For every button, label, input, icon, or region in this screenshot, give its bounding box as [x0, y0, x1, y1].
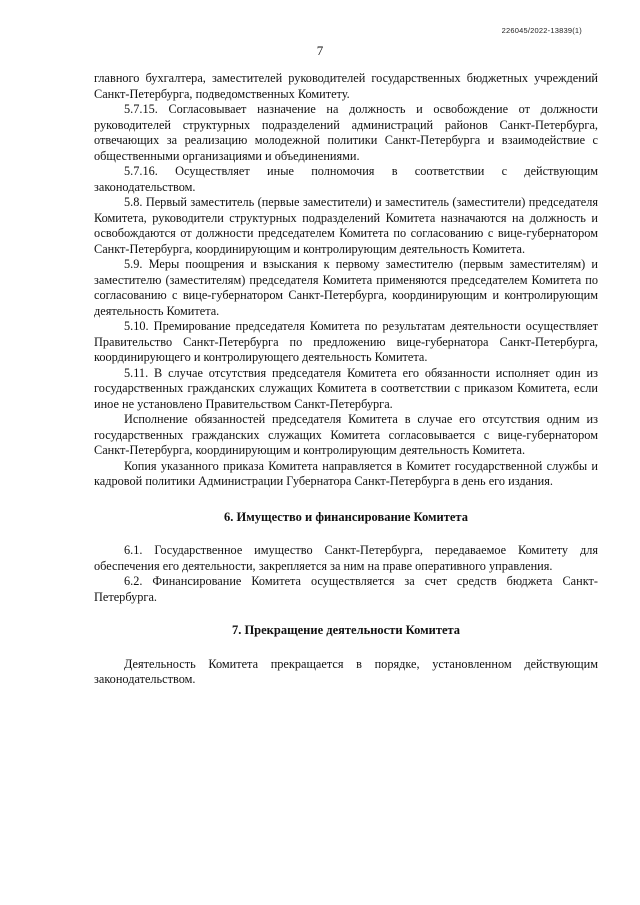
- paragraph-5-10: 5.10. Премирование председателя Комитета по результатам деятельности осуществляет Правительство Санкт-Петербурга по предложению вице-губернатора Санкт-Петербурга, координирующего и контролирующего деятельность Комитета.: [94, 319, 598, 364]
- paragraph-5-7-15: 5.7.15. Согласовывает назначение на должность и освобождение от должности руководителей структурных подразделений администраций районов Санкт-Петербурга, отвечающих за реализацию молодежной политики Санкт-Петербурга и взаимодействие с общественными организациями и объединениями.: [94, 102, 598, 163]
- paragraph-copy: Копия указанного приказа Комитета направляется в Комитет государственной службы и кадровой политики Администрации Губернатора Санкт-Петербурга в день его издания.: [94, 458, 598, 488]
- document-id: 226045/2022-13839(1): [501, 26, 582, 35]
- paragraph-duties: Исполнение обязанностей председателя Комитета в случае его отсутствия одним из государственных гражданских служащих Комитета согласовывается с вице-губернатором Санкт-Петербурга, координирующим и контролирующим деятельность Комитета.: [94, 412, 598, 457]
- section-6-title: 6. Имущество и финансирование Комитета: [224, 509, 468, 524]
- paragraph-6-1: 6.1. Государственное имущество Санкт-Петербурга, передаваемое Комитету для обеспечения его деятельности, закрепляется за ним на праве оперативного управления.: [94, 543, 598, 573]
- paragraph-5-7-16: 5.7.16. Осуществляет иные полномочия в соответствии с действующим законодательством.: [94, 164, 598, 194]
- page-number: 7: [316, 43, 324, 58]
- paragraph-5-9: 5.9. Меры поощрения и взыскания к первому заместителю (первым заместителям) и заместителю (заместителям) председателя Комитета применяются председателем Комитета по согласованию с вице-губернатором Санкт-Петербурга, координирующим и контролирующим деятельность Комитета.: [94, 257, 598, 318]
- paragraph-5-8: 5.8. Первый заместитель (первые заместители) и заместитель (заместители) председателя Комитета, руководители структурных подразделений Комитета назначаются на должность и освобождаются от должности председателем Комитета по согласованию с вице-губернатором Санкт-Петербурга, координирующим и контролирующим деятельность Комитета.: [94, 195, 598, 256]
- paragraph-continuation: главного бухгалтера, заместителей руководителей государственных бюджетных учреждений Санкт-Петербурга, подведомственных Комитету.: [94, 71, 598, 101]
- paragraph-6-2: 6.2. Финансирование Комитета осуществляется за счет средств бюджета Санкт-Петербурга.: [94, 574, 598, 604]
- paragraph-5-11: 5.11. В случае отсутствия председателя Комитета его обязанности исполняет один из государственных гражданских служащих Комитета в соответствии с приказом Комитета, если иное не установлено Правительством Санкт-Петербурга.: [94, 365, 598, 411]
- paragraph-7: Деятельность Комитета прекращается в порядке, установленном действующим законодательством.: [94, 656, 598, 686]
- document-body: [94, 71, 598, 688]
- section-7-title: 7. Прекращение деятельности Комитета: [231, 623, 461, 637]
